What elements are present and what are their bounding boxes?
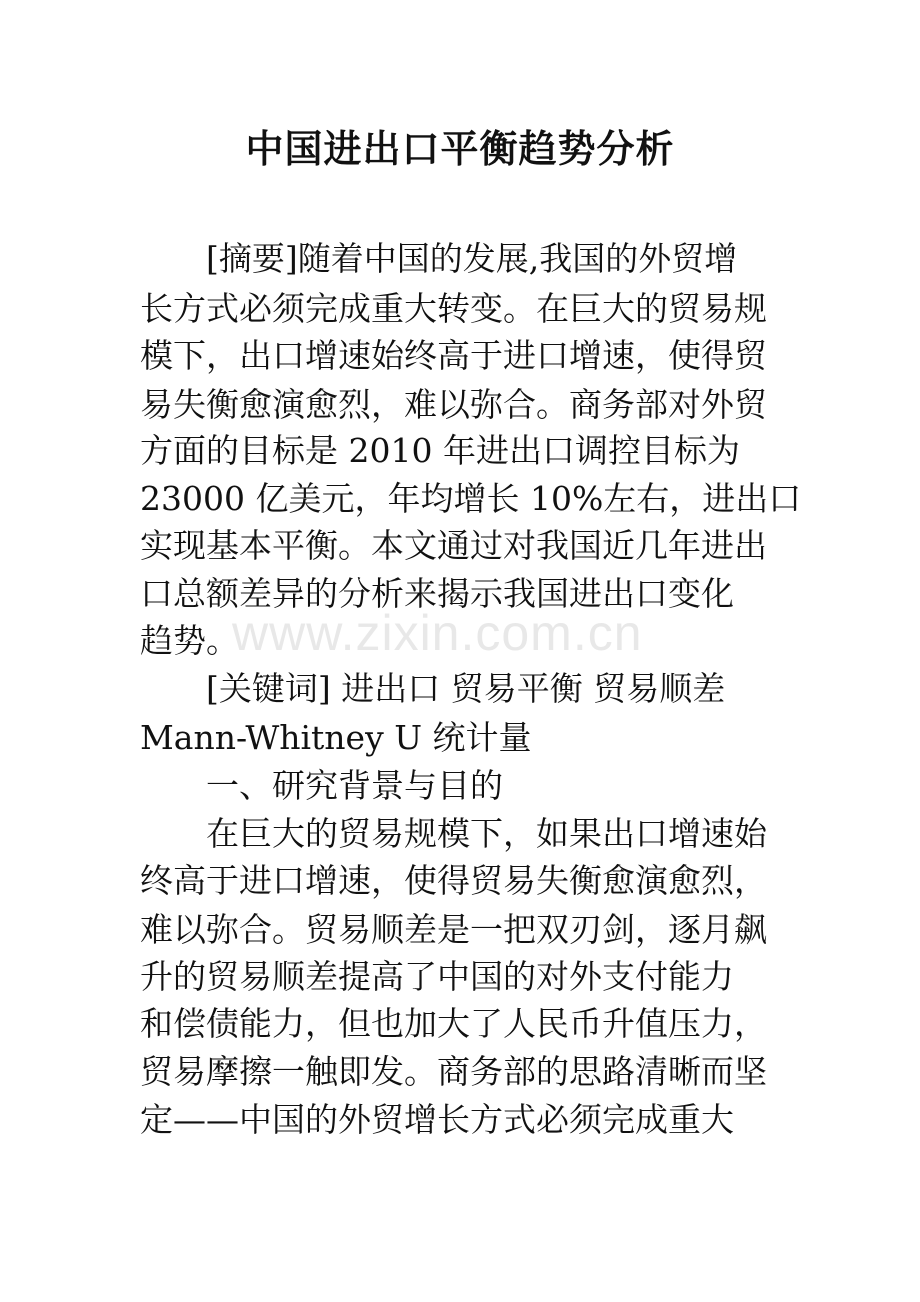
body-line-3: 难以弥合。贸易顺差是一把双刃剑，逐月飙 — [140, 910, 767, 949]
abstract-line-1: [摘要]随着中国的发展,我国的外贸增 — [206, 239, 738, 278]
body-line-1: 在巨大的贸易规模下，如果出口增速始 — [206, 814, 767, 853]
watermark: www.zixin.com.cn — [232, 605, 643, 661]
body-line-5: 和偿债能力，但也加大了人民币升值压力， — [140, 1004, 767, 1043]
document-title: 中国进出口平衡趋势分析 — [245, 126, 675, 171]
abstract-line-3: 模下，出口增速始终高于进口增速，使得贸 — [140, 336, 767, 375]
body-line-4: 升的贸易顺差提高了中国的对外支付能力 — [140, 957, 734, 996]
keywords-line-1: [关键词] 进出口 贸易平衡 贸易顺差 — [206, 669, 726, 708]
body-line-6: 贸易摩擦一触即发。商务部的思路清晰而坚 — [140, 1052, 767, 1091]
abstract-line-4: 易失衡愈演愈烈，难以弥合。商务部对外贸 — [140, 385, 767, 424]
body-line-7: 定——中国的外贸增长方式必须完成重大 — [140, 1100, 734, 1139]
abstract-line-9: 趋势。 — [140, 621, 239, 660]
abstract-line-7: 实现基本平衡。本文通过对我国近几年进出 — [140, 526, 767, 565]
section-heading: 一、研究背景与目的 — [206, 766, 503, 805]
keywords-line-2: Mann-Whitney U 统计量 — [140, 718, 532, 757]
abstract-line-5: 方面的目标是 2010 年进出口调控目标为 — [140, 431, 740, 470]
abstract-line-6: 23000 亿美元，年均增长 10%左右，进出口 — [140, 479, 802, 518]
abstract-line-8: 口总额差异的分析来揭示我国进出口变化 — [140, 574, 734, 613]
body-line-2: 终高于进口增速，使得贸易失衡愈演愈烈， — [140, 861, 767, 900]
abstract-line-2: 长方式必须完成重大转变。在巨大的贸易规 — [140, 289, 767, 328]
